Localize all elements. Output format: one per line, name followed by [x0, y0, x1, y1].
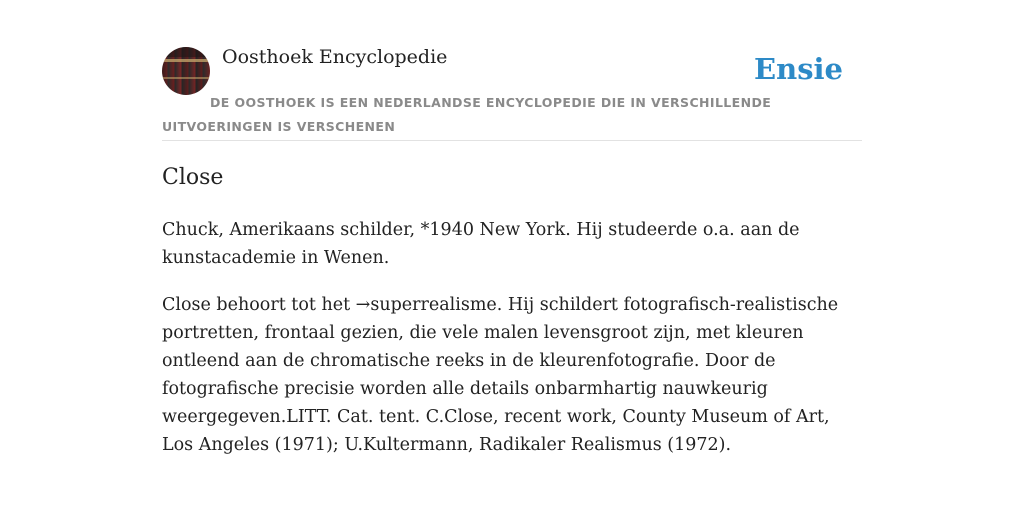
- avatar-band: [162, 59, 210, 62]
- article-title: Close: [162, 165, 224, 190]
- brand-logo[interactable]: Ensie: [754, 52, 843, 86]
- site-tagline: DE OOSTHOEK IS EEN NEDERLANDSE ENCYCLOPEDIE DIE IN VERSCHILLENDE UITVOERINGEN IS VERSCHENEN: [162, 95, 772, 134]
- header: [162, 44, 862, 141]
- avatar[interactable]: [162, 47, 210, 95]
- article: [162, 160, 862, 459]
- article-paragraph: Chuck, Amerikaans schilder, *1940 New York. Hij studeerde o.a. aan de kunstacademie in Wenen.: [162, 220, 800, 268]
- article-paragraph: Close behoort tot het →superrealisme. Hij schildert fotografisch-realistische portretten, frontaal gezien, die vele malen levensgroot zijn, met kleuren ontleend aan de chromatische reeks in de kleurenfotografie. Door de fotografische precisie worden alle details onbarmhartig nauwkeurig weergegeven.LITT. Cat. tent. C.Close, recent work, County Museum of Art, Los Angeles (1971); U.Kultermann, Radikaler Realismus (1972).: [162, 295, 839, 455]
- site-name[interactable]: Oosthoek Encyclopedie: [222, 46, 448, 68]
- avatar-band: [162, 77, 210, 79]
- avatar-shade: [162, 47, 210, 57]
